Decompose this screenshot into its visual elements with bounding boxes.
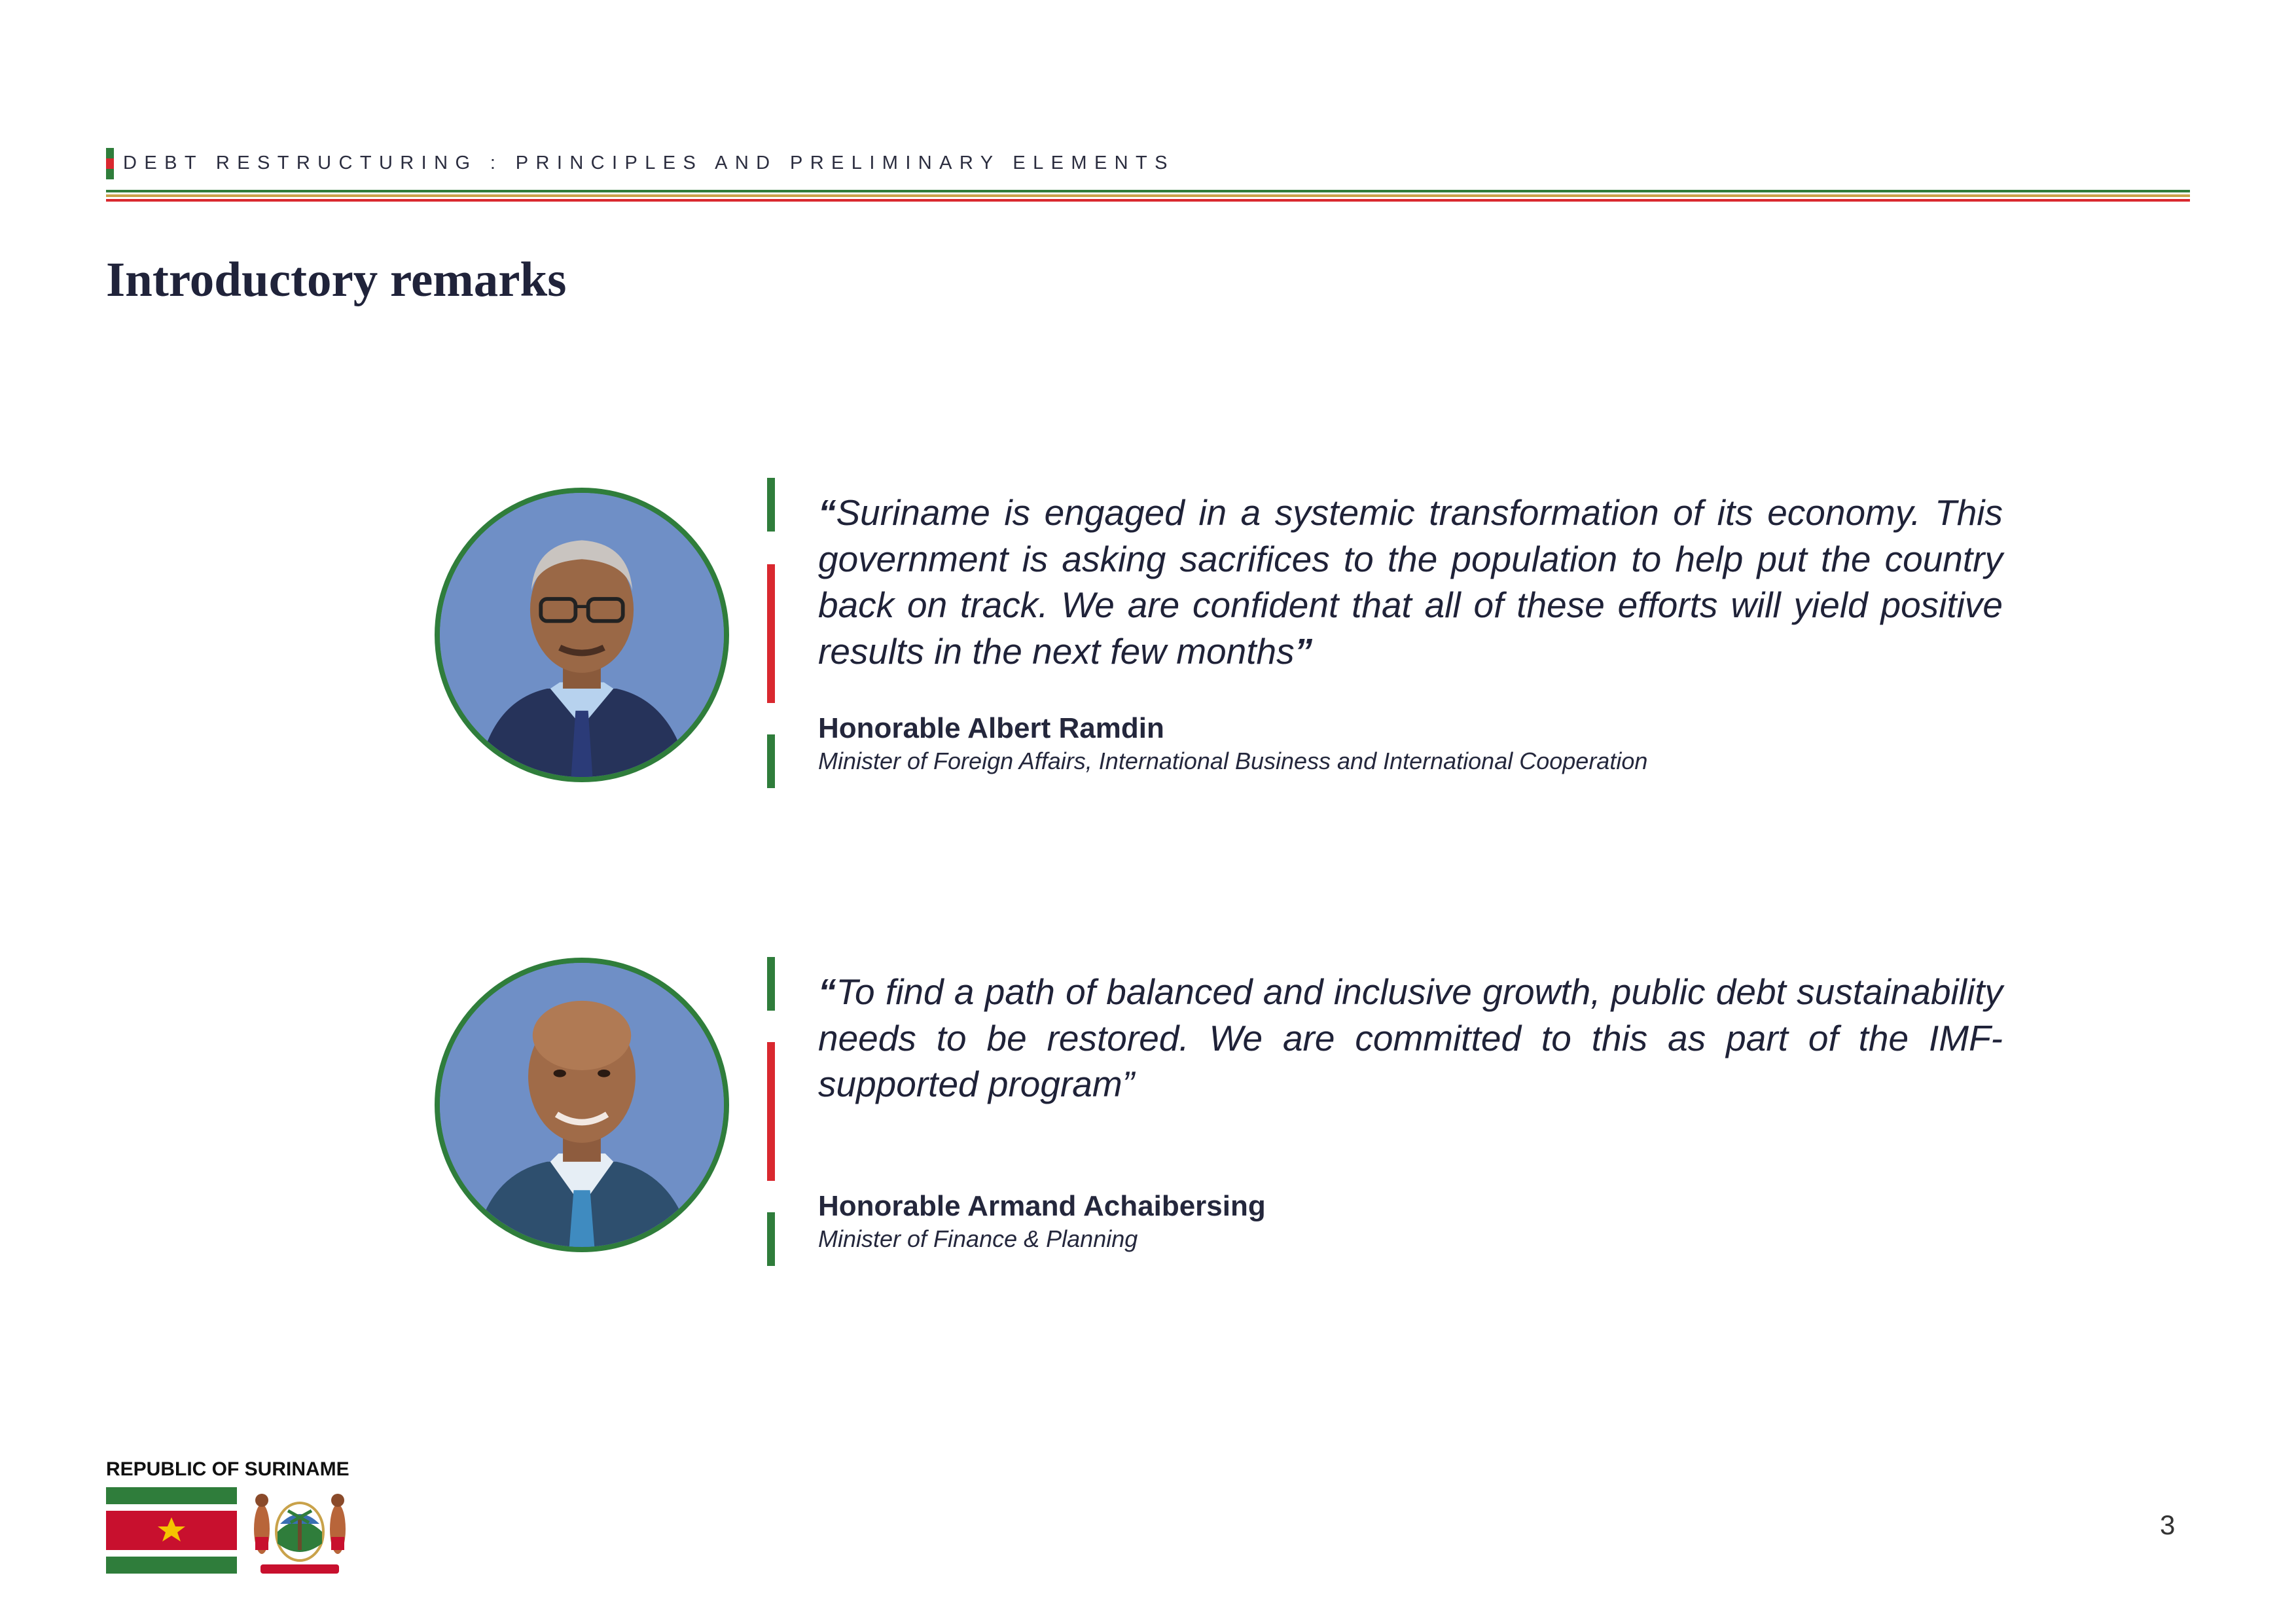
suriname-flag-icon — [106, 1487, 237, 1574]
accent-bar-green — [767, 734, 775, 788]
coat-of-arms-icon — [247, 1485, 352, 1576]
open-quote-mark: “ — [818, 971, 836, 1012]
accent-bar-red — [767, 564, 775, 703]
header-rule-green — [106, 190, 2190, 192]
accent-bar-green — [767, 957, 775, 1011]
section-header: DEBT RESTRUCTURING : PRINCIPLES AND PRELIMINARY ELEMENTS — [123, 153, 1175, 173]
speaker-name: Honorable Albert Ramdin — [818, 712, 1164, 744]
portrait-photo-achaibersing — [435, 958, 729, 1252]
accent-bar-green — [767, 1212, 775, 1266]
quote-text — [818, 969, 2003, 1108]
close-quote-mark: ” — [1294, 630, 1313, 672]
accent-bar-red — [767, 1042, 775, 1181]
open-quote-mark: “ — [818, 492, 836, 533]
quote-body: Suriname is engaged in a systemic transformation of its economy. This government is asking sacrifices to the population to help put the country back on track. We are confident that all of these efforts will yield positive results in the next few months — [818, 492, 2003, 672]
country-label: REPUBLIC OF SURINAME — [106, 1458, 350, 1480]
header-color-mark — [106, 148, 114, 179]
close-quote-mark: ” — [1122, 1064, 1135, 1104]
header-rule-red — [106, 199, 2190, 202]
page-title: Introductory remarks — [106, 253, 567, 307]
portrait-photo-ramdin — [435, 488, 729, 782]
page-number: 3 — [2160, 1509, 2176, 1540]
speaker-name: Honorable Armand Achaibersing — [818, 1190, 1266, 1222]
accent-bar-green — [767, 478, 775, 532]
speaker-role: Minister of Foreign Affairs, International Business and International Cooperation — [818, 748, 1648, 774]
quote-body: To find a path of balanced and inclusive growth, public debt sustainability needs to be restored. We are committed to this as part of the IMF-supported program — [818, 971, 2003, 1104]
quote-text — [818, 490, 2003, 674]
speaker-role: Minister of Finance & Planning — [818, 1225, 1138, 1252]
header-rule-gold — [106, 194, 2190, 197]
